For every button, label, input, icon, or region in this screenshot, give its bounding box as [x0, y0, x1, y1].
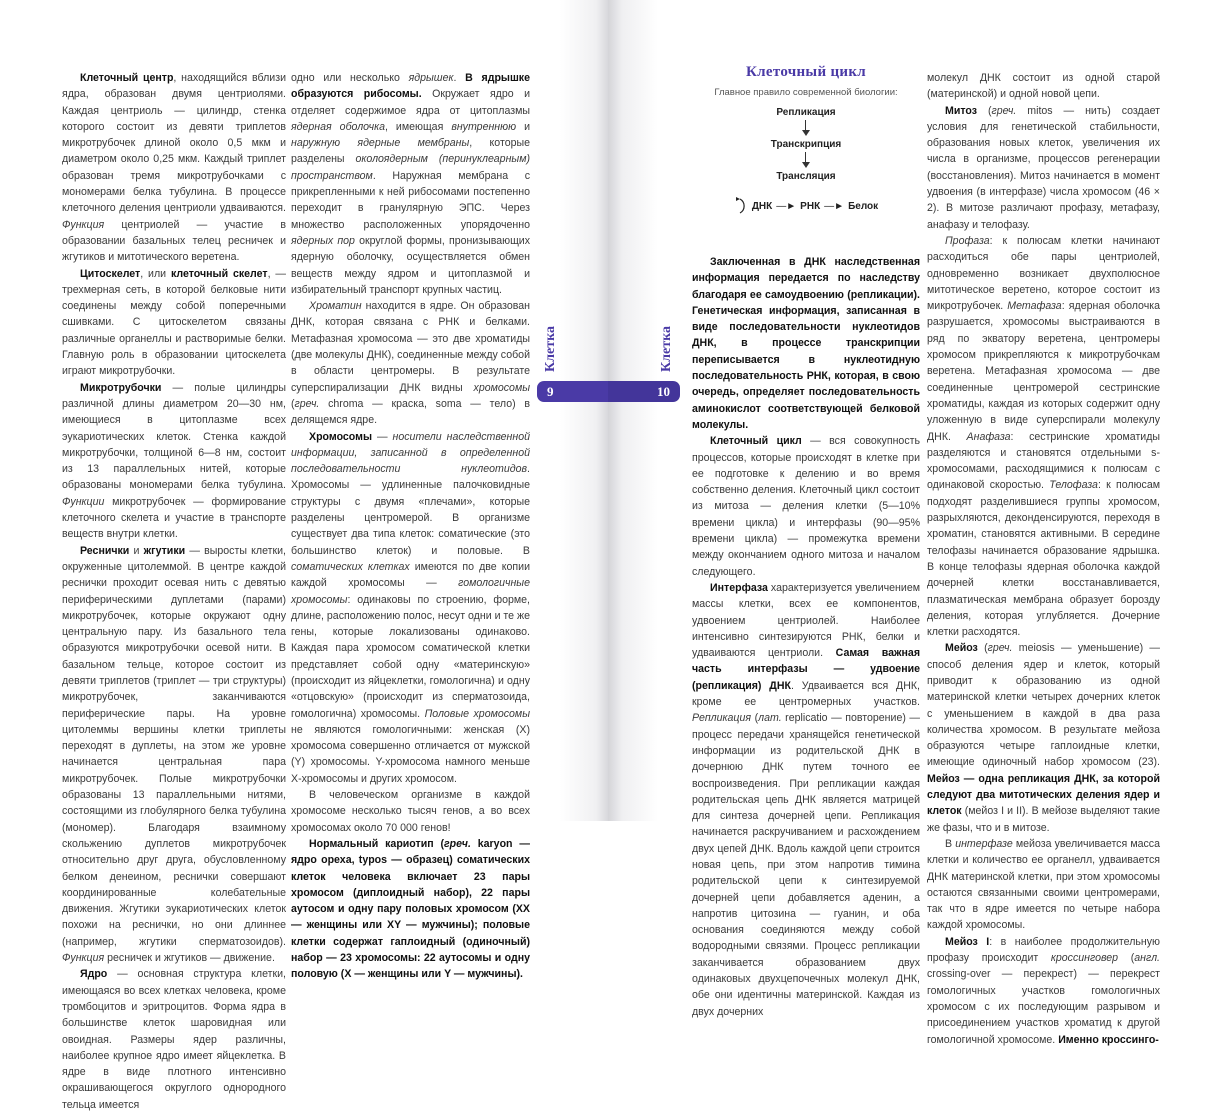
text-run: , или	[140, 267, 171, 280]
text-run: crossing-over — перекрест) — перекрест гомологичных участков гомологичных хромосом с их последующим разрывом и присоединением участков хроматид к другой гомологичной хромосоме.	[927, 968, 1160, 1046]
text-run: интерфазе	[955, 837, 1013, 850]
text-run: не являются гомологичными: женская (X) хромосома совершенно отличается от мужской (Y) хромосомы. Y-хромосома намного меньше X-хромосомы и других хромосом.	[291, 723, 530, 785]
text-run: . Хромосомы — удлиненные палочковидные структуры с двумя «плечами», которые разделены центромерой. В организме существует два типа клеток: соматические (это большинство клеток) и половые. В	[291, 463, 530, 557]
paragraph	[927, 70, 1160, 103]
text-run: греч.	[294, 397, 320, 410]
text-run: Анафаза	[966, 430, 1011, 443]
text-run: Митоз	[945, 104, 977, 117]
text-run: , — трехмерная сеть, в которой белковые нити соединены между собой поперечными сшивками. С цитоскелетом связаны различные органеллы и растворимые белки. Главную роль в образовании цитоскелета играют микротрубочки.	[62, 267, 286, 378]
section-title: Клеточный цикл	[746, 64, 866, 80]
text-run: Хромосомы	[309, 430, 373, 443]
paragraph	[62, 70, 286, 266]
left-page-column-2	[291, 70, 530, 983]
text-run: округлой формы, пронизывающих ядерную оболочку, осуществляется обмен веществ между ядром и цитоплазмой и избирательный транспорт крупных частиц.	[291, 234, 531, 296]
step-replication: Репликация	[776, 107, 836, 118]
text-run: Функции	[62, 495, 105, 508]
text-run: соматических клетках	[291, 560, 410, 573]
text-run: (мейоз I и II). В мейозе выделяют такие же фазы, что и в митозе.	[927, 805, 1160, 834]
text-run: — полые цилиндры различной длины диаметром 20—30 нм, имеющиеся в цитоплазме всех эукариотических клеток. Стенка каждой микротрубочки, толщиной 6—8 нм, состоит из 13 параллельных нитей, которые образованы мономерами белка тубулина.	[62, 381, 286, 492]
paragraph	[291, 836, 530, 983]
text-run: характеризуется увеличением массы клетки, всех ее компонентов, удвоением центриолей. Наиболее интенсивно синтезируются РНК, белки и удваиваются центриоли.	[692, 581, 920, 660]
text-run: одно или несколько	[291, 72, 409, 84]
text-run: Функция	[62, 218, 105, 231]
replication-loop-icon	[734, 196, 748, 216]
text-run: Заключенная в ДНК наследственная информация передается по наследству благодаря ее самоудвоению (репликации). Генетическая информация, записанная в виде последовательности нуклеотидов ДНК, в процессе транскрипции переписывается в нуклеотидную последовательность РНК, которая, в свою очередь, определяет последовательность аминокислот соответствующей белковой молекулы.	[692, 256, 920, 431]
arrow-right-icon: —►	[824, 200, 845, 212]
text-run: Метафаза	[1007, 300, 1062, 313]
text-run: Мейоз I	[945, 935, 990, 948]
text-run: : одинаковы по строению, форме, длине, расположению полос, несут одни и те же гены, которые локализованы одинаково. Каждая пара хромосом соматической клетки представляет собой одну «материнскую» (происходит из яйцеклетки, гомологична) и одну «отцовскую» (происходит из сперматозоида, гомологична) хромосомы.	[291, 593, 530, 720]
paragraph	[692, 433, 920, 580]
flow-rna: РНК	[800, 200, 821, 212]
text-run: Профаза	[945, 234, 990, 247]
text-run: околоядерным (перинуклеарным) пространством	[291, 153, 530, 182]
text-run: хромосомы	[473, 381, 530, 394]
paragraph	[62, 966, 286, 1113]
paragraph	[692, 254, 920, 433]
text-run: Нормальный кариотип (	[309, 837, 445, 850]
text-run: . Удваивается вся ДНК, кроме ее центромерных участков.	[692, 679, 920, 709]
step-transcription: Транскрипция	[770, 139, 842, 150]
left-page	[0, 0, 608, 1111]
right-page-column-1	[692, 254, 920, 1020]
flow-protein: Белок	[848, 200, 879, 212]
flow-dna: ДНК	[751, 200, 773, 212]
left-section-label: Клетка	[543, 326, 558, 372]
text-run: мейоза увеличивается масса клетки и количество ее органелл, удваивается ДНК материнской клетки, при этом хромосомы остаются связанными своими центромерами, так что в ядре имеется по четыре набора каждой хромосомы.	[927, 837, 1160, 932]
text-run: Микротрубочки	[80, 381, 162, 394]
text-run: Самая важная часть интерфазы — удвоение (репликация) ДНК	[692, 647, 921, 692]
text-run: носители наследственной информации, записанной в определенной последовательности нуклеотидов	[291, 430, 530, 476]
text-run: chroma — краска, soma — тело) в делящемся ядре.	[291, 397, 530, 427]
text-run: ядрышек	[408, 72, 454, 84]
text-run: Интерфаза	[710, 581, 768, 594]
paragraph	[927, 233, 1160, 640]
paragraph	[927, 640, 1160, 836]
text-run: греч.	[444, 837, 471, 850]
paragraph	[927, 934, 1160, 1048]
text-run: Ядро	[80, 968, 108, 981]
text-run: Функция	[62, 952, 105, 965]
text-run: внутреннюю	[451, 120, 517, 133]
left-page-column-1	[62, 70, 286, 1113]
arrow-down-icon	[801, 120, 811, 136]
text-run: Мейоз — одна репликация ДНК, за которой следуют два митотических деления ядер и клеток	[927, 772, 1160, 818]
text-run: (	[977, 642, 988, 655]
text-run: — вся совокупность процессов, которые происходят в клетке при ее подготовке к делению и во время собственно деления. Клеточный цикл состоит из митоза — деления клетки (5—10% времени цикла) и интерфазы (90—95% времени цикла) — промежутка времени между окончанием одного митоза и началом следующего.	[692, 435, 920, 578]
central-dogma-diagram	[692, 64, 920, 216]
text-run: —	[372, 430, 393, 443]
text-run: Телофаза	[1049, 479, 1098, 492]
text-run: Репликация	[692, 712, 752, 725]
text-run: В	[945, 837, 956, 850]
page-number-right: 10	[608, 381, 680, 402]
text-run: молекул ДНК состоит из одной старой (материнской) и одной новой цепи.	[927, 72, 1160, 101]
text-run: Клеточный цикл	[710, 435, 802, 448]
text-run: ядерная оболочка	[291, 120, 385, 133]
paragraph	[927, 836, 1160, 934]
text-run: В ядрышке образуются рибосомы.	[291, 72, 531, 101]
text-run: центриолей — участие в образовании базальных телец ресничек и жгутиков и митотического веретена.	[62, 218, 286, 264]
text-run: : ядерная оболочка разрушается, хромосомы выстраиваются в ряд по экватору веретена, центромеры хромосом прикрепляются к микротрубочкам веретена. Метафазная хромосома — две соединенные центромерой сестринские хроматиды, каждая из которых содержит одну уложенную в виде суперспирали молекулу ДНК.	[927, 300, 1160, 443]
diagram-subtitle: Главное правило современной биологии:	[714, 87, 898, 98]
paragraph	[927, 103, 1160, 233]
text-run: и	[129, 544, 144, 557]
right-page	[608, 0, 1216, 1046]
paragraph	[62, 380, 286, 543]
paragraph	[291, 298, 530, 428]
text-run: гомологичные хромосомы	[291, 577, 530, 606]
text-run: и	[516, 120, 530, 133]
paragraph	[291, 787, 530, 836]
text-run: англ.	[1134, 952, 1160, 965]
text-run: : к полюсам подходят разделившиеся группы хромосом, разрыхляются, деконденсируются, переходя в хроматин, становятся активными. В середине телофазы начинается образование ядрышка. В конце телофазы ядерная оболочка каждой дочерней клетки восстанавливается, плазматическая мембрана образует борозду деления, которая углубляется. Дочерние клетки расходятся.	[927, 479, 1160, 639]
text-run: , находящийся вблизи ядра, образован двумя центриолями. Каждая центриоль — цилиндр, стенка которого состоит из девяти триплетов микротрубочек длиной около 0,5 мкм и диаметром около 0,25 мкм. Каждый триплет образован тремя микротрубочками с мономерами белка тубулина. В процессе клеточного деления центриоли удваиваются.	[62, 72, 286, 215]
text-run: . Наружная мембрана с прикрепленными к ней рибосомами постепенно переходит в гранулярную ЭПС. Через множество расположенных упорядоченно	[291, 169, 530, 231]
arrow-down-icon	[801, 152, 811, 168]
text-run: Именно кроссинго-	[1058, 1033, 1159, 1046]
text-run: replicatio — повторение) — процесс передачи хранящейся генетической информации из родительской ДНК в дочернюю ДНК путем точного ее воспроизведения. При репликации каждая родительская цепь ДНК является матрицей для синтеза дочерней цепи. Репликация начинается раскручиванием и расхождением двух цепей ДНК. Вдоль каждой цепи строится новая цепь, при этом напротив тимина родительской цепи к синтезируемой дочерней цепи добавляется аденин, а напротив цитозина — гуанин, и оба основания соединяются между собой водородными связями. Процесс репликации заканчивается образованием двух одинаковых двухцепочечных молекул ДНК, обе они идентичны материнской. Каждая из двух дочерних	[692, 712, 920, 1018]
text-run: (	[751, 712, 759, 725]
text-run: .	[453, 72, 466, 84]
text-run: Половые хромосомы	[424, 707, 530, 720]
text-run: (	[1118, 952, 1135, 965]
text-run: mitos — нить) создает условия для генетической стабильности, образования новых клеток, увеличения их числа в организме, процессов регенерации (восстановления). Митоз начинается в момент удвоения (в интерфазе) числа хромосом (46 × 2). В митозе различают профазу, метафазу, анафазу и телофазу.	[927, 104, 1160, 231]
text-run: ядерных пор	[291, 234, 355, 247]
text-run: — выросты клетки, окруженные цитолеммой. В центре каждой реснички проходит осевая нить с девятью периферическими дуплетами (парами) микротрубочек, которые окружают одну центральную пару. Из базального тела образуются микротрубочки осевой нити. В базальном тельце, которое состоит из девяти триплетов (триплет — три структуры) микротрубочек, заканчиваются периферические пары. На уровне цитолеммы вершины клетки триплеты переходят в дуплеты, на этом же уровне начинается центральная пара микротрубочек. Полые микротрубочки образованы 13 параллельными нитями, состоящими из глобулярного белка тубулина (мономер). Благодаря взаимному скольжению дуплетов микротрубочек относительно друг друга, обусловленному белком денеином, реснички совершают координированные колебательные движения. Жгутики эукариотических клеток похожи на реснички, но они длиннее (например, жгутики сперматозоидов).	[62, 544, 286, 948]
arrow-right-icon: —►	[776, 200, 797, 212]
paragraph	[62, 543, 286, 967]
text-run: жгутики	[143, 544, 186, 557]
text-run: meiosis — уменьшение) — способ деления ядер и клеток, который приводит к образованию из одной материнской клетки четырех дочерних клеток с уменьшением в каждой в два раза количества хромосом. В результате мейоза образуются четыре гаплоидные клетки, имеющие одиночный набор хромосом (23).	[927, 642, 1160, 769]
text-run: — основная структура клетки, имеющаяся во всех клетках человека, кроме тромбоцитов и эритроцитов. Форма ядра в большинстве клеток шаровидная или овоидная. Размеры ядер различны, наиболее крупное ядро имеет яйцеклетка. В ядре в виде плотного интенсивно окрашивающегося округлого однородного тельца имеется	[62, 968, 286, 1111]
text-run: Клеточный центр	[80, 72, 174, 84]
text-run: лат.	[758, 712, 782, 725]
text-run: наружную ядерные мембраны	[291, 137, 470, 150]
right-page-column-2	[927, 70, 1160, 1048]
text-run: : к полюсам клетки начинают расходиться обе пары центриолей, одновременно возникает двухполюсное митотическое веретено, которое состоит из микротрубочек.	[927, 234, 1160, 313]
dna-rna-protein-flow	[692, 196, 920, 216]
paragraph	[692, 580, 920, 1020]
paragraph	[62, 266, 286, 380]
text-run: находится в ядре. Он образован ДНК, которая связана с РНК и белками. Метафазная хромосома — это две хроматиды (две молекулы ДНК), соединенные между собой в области центромеры. В результате суперспирализации ДНК видны	[291, 300, 530, 394]
text-run: имеются по две копии каждой хромосомы —	[291, 560, 530, 590]
right-section-label: Клетка	[659, 326, 674, 372]
text-run: Окружает ядро и отделяет содержимое ядра от цитоплазмы	[291, 88, 530, 117]
page-number-left: 9	[537, 381, 608, 402]
text-run: Хроматин	[309, 300, 362, 313]
text-run: Реснички	[80, 544, 130, 557]
text-run: клеточный скелет	[170, 267, 268, 280]
text-run: karyon — ядро ореха, typos — образец) соматических клеток человека включает 23 пары хромосом (диплоидный набор), 22 пары аутосом и одну пару половых хромосом (XX — женщины или XY — мужчины); половые клетки содержат гаплоидный (одиночный) набор — 23 хромосомы: 22 аутосомы и одну половую (X — женщины или Y — мужчины).	[291, 837, 530, 981]
paragraph	[291, 70, 530, 298]
text-run: микротрубочек — формирование клеточного скелета и участие в транспорте веществ внутри клетки.	[62, 495, 286, 541]
text-run: греч.	[987, 642, 1013, 655]
text-run: Цитоскелет	[80, 267, 141, 280]
text-run: В человеческом организме в каждой хромосоме несколько тысяч генов, а во всех хромосомах около 70 000 генов!	[291, 789, 530, 834]
text-run: Мейоз	[945, 642, 978, 655]
text-run: (	[976, 104, 992, 117]
text-run: , имеющая	[384, 120, 452, 133]
text-run: кроссинговер	[1050, 952, 1119, 965]
text-run: (	[291, 397, 295, 410]
text-run: ресничек и жгутиков — движение.	[104, 952, 275, 965]
text-run: греч.	[991, 104, 1017, 117]
text-run: , которые разделены	[291, 137, 530, 166]
paragraph	[291, 429, 530, 788]
text-run: : сестринские хроматиды разделяются и становятся отдельными s-хромосомами, расходящимися к полюсам с одинаковой скоростью.	[927, 430, 1161, 492]
text-run: : в наиболее продолжительную профазу происходит	[927, 935, 1160, 965]
step-translation: Трансляция	[776, 171, 836, 182]
